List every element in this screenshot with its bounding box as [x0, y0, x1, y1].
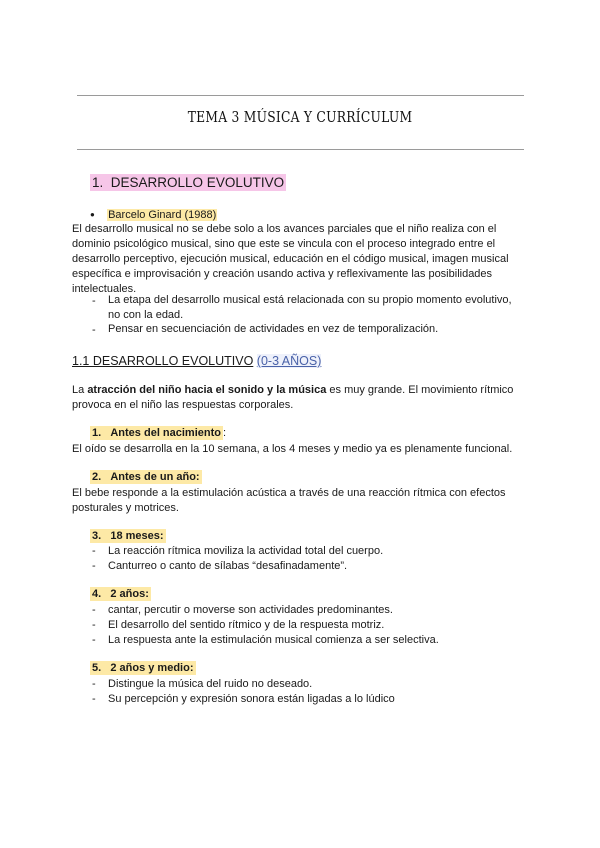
stage-title: 18 meses: — [110, 530, 164, 542]
stage-number: 2. — [92, 471, 102, 483]
stage-text-line: posturales y motrices. — [72, 502, 179, 514]
list-item: Su percepción y expresión sonora están ligadas a lo lúdico — [108, 693, 395, 705]
subsection-title: 1.1 DESARROLLO EVOLUTIVO — [72, 354, 254, 368]
dash-marker: - — [92, 545, 96, 557]
intro-text: es muy grande. El movimiento rítmico — [329, 384, 514, 396]
stage-title: Antes de un año: — [110, 471, 200, 483]
paragraph-line: intelectuales. — [72, 283, 137, 295]
bullet-icon: ● — [90, 210, 95, 219]
page-title: TEMA 3 MÚSICA Y CURRÍCULUM — [187, 108, 413, 126]
stage-heading — [90, 662, 196, 674]
stage-text-line: El bebe responde a la estimulación acústica a través de una reacción rítmica con efectos — [72, 487, 506, 499]
intro-paragraph — [72, 222, 509, 297]
top-divider — [77, 95, 524, 96]
dash-marker: - — [92, 324, 96, 336]
section-number: 1. — [92, 175, 104, 190]
stage-text: El oído se desarrolla en la 10 semana, a los 4 meses y medio ya es plenamente funcional. — [72, 443, 513, 455]
list-item: La reacción rítmica moviliza la actividad total del cuerpo. — [108, 545, 384, 557]
dash-marker: - — [92, 619, 96, 631]
list-item: cantar, percutir o moverse son actividades predominantes. — [108, 604, 393, 616]
stage-heading — [90, 427, 226, 439]
stage-heading — [90, 471, 202, 483]
section-title: DESARROLLO EVOLUTIVO — [110, 175, 285, 190]
paragraph-line: El desarrollo musical no se debe solo a los avances parciales que el niño realiza con el — [72, 223, 497, 235]
stage-number: 3. — [92, 530, 102, 542]
dash-marker: - — [92, 295, 96, 307]
stage-suffix: : — [223, 427, 227, 439]
list-item — [108, 293, 512, 323]
dash-marker: - — [92, 560, 96, 572]
subsection-age-range: (0-3 AÑOS) — [256, 354, 322, 368]
list-item-line: no con la edad. — [108, 309, 184, 321]
dash-marker: - — [92, 693, 96, 705]
stage-title: 2 años: — [110, 588, 149, 600]
list-item — [108, 322, 438, 337]
author-bullet — [90, 207, 217, 223]
stage-number: 1. — [92, 427, 102, 439]
stage-number: 4. — [92, 588, 102, 600]
list-item: La respuesta ante la estimulación musical comienza a ser selectiva. — [108, 634, 439, 646]
subsection-heading — [72, 354, 321, 369]
stage-title: Antes del nacimiento — [110, 427, 221, 439]
list-item: Canturreo o canto de sílabas “desafinadamente”. — [108, 560, 348, 572]
list-item-line: Pensar en secuenciación de actividades en vez de temporalización. — [108, 323, 439, 335]
author-reference: Barcelo Ginard (1988) — [108, 209, 217, 221]
list-item-line: La etapa del desarrollo musical está relacionada con su propio momento evolutivo, — [108, 294, 512, 306]
subsection-intro — [72, 383, 513, 413]
section-heading — [90, 175, 286, 190]
intro-text: La — [72, 384, 85, 396]
stage-heading — [90, 530, 166, 542]
list-item: Distingue la música del ruido no deseado. — [108, 678, 313, 690]
paragraph-line: dominio psicológico musical, sino que este se vincula con el proceso integrado entre el — [72, 238, 496, 250]
list-item: El desarrollo del sentido rítmico y de la respuesta motriz. — [108, 619, 385, 631]
paragraph-line: específica e improvisación y creación usando activa y reflexivamente las posibilidades — [72, 268, 493, 280]
bottom-divider — [77, 149, 524, 150]
stage-text — [72, 486, 506, 516]
paragraph-line: desarrollo perceptivo, ejecución musical, educación en el código musical, imagen musical — [72, 253, 509, 265]
intro-text: provoca en el niño las respuestas corporales. — [72, 399, 294, 411]
dash-marker: - — [92, 678, 96, 690]
stage-number: 5. — [92, 662, 102, 674]
dash-marker: - — [92, 604, 96, 616]
stage-title: 2 años y medio: — [110, 662, 194, 674]
stage-heading — [90, 588, 151, 600]
intro-bold-text: atracción del niño hacia el sonido y la música — [87, 384, 327, 396]
dash-marker: - — [92, 634, 96, 646]
